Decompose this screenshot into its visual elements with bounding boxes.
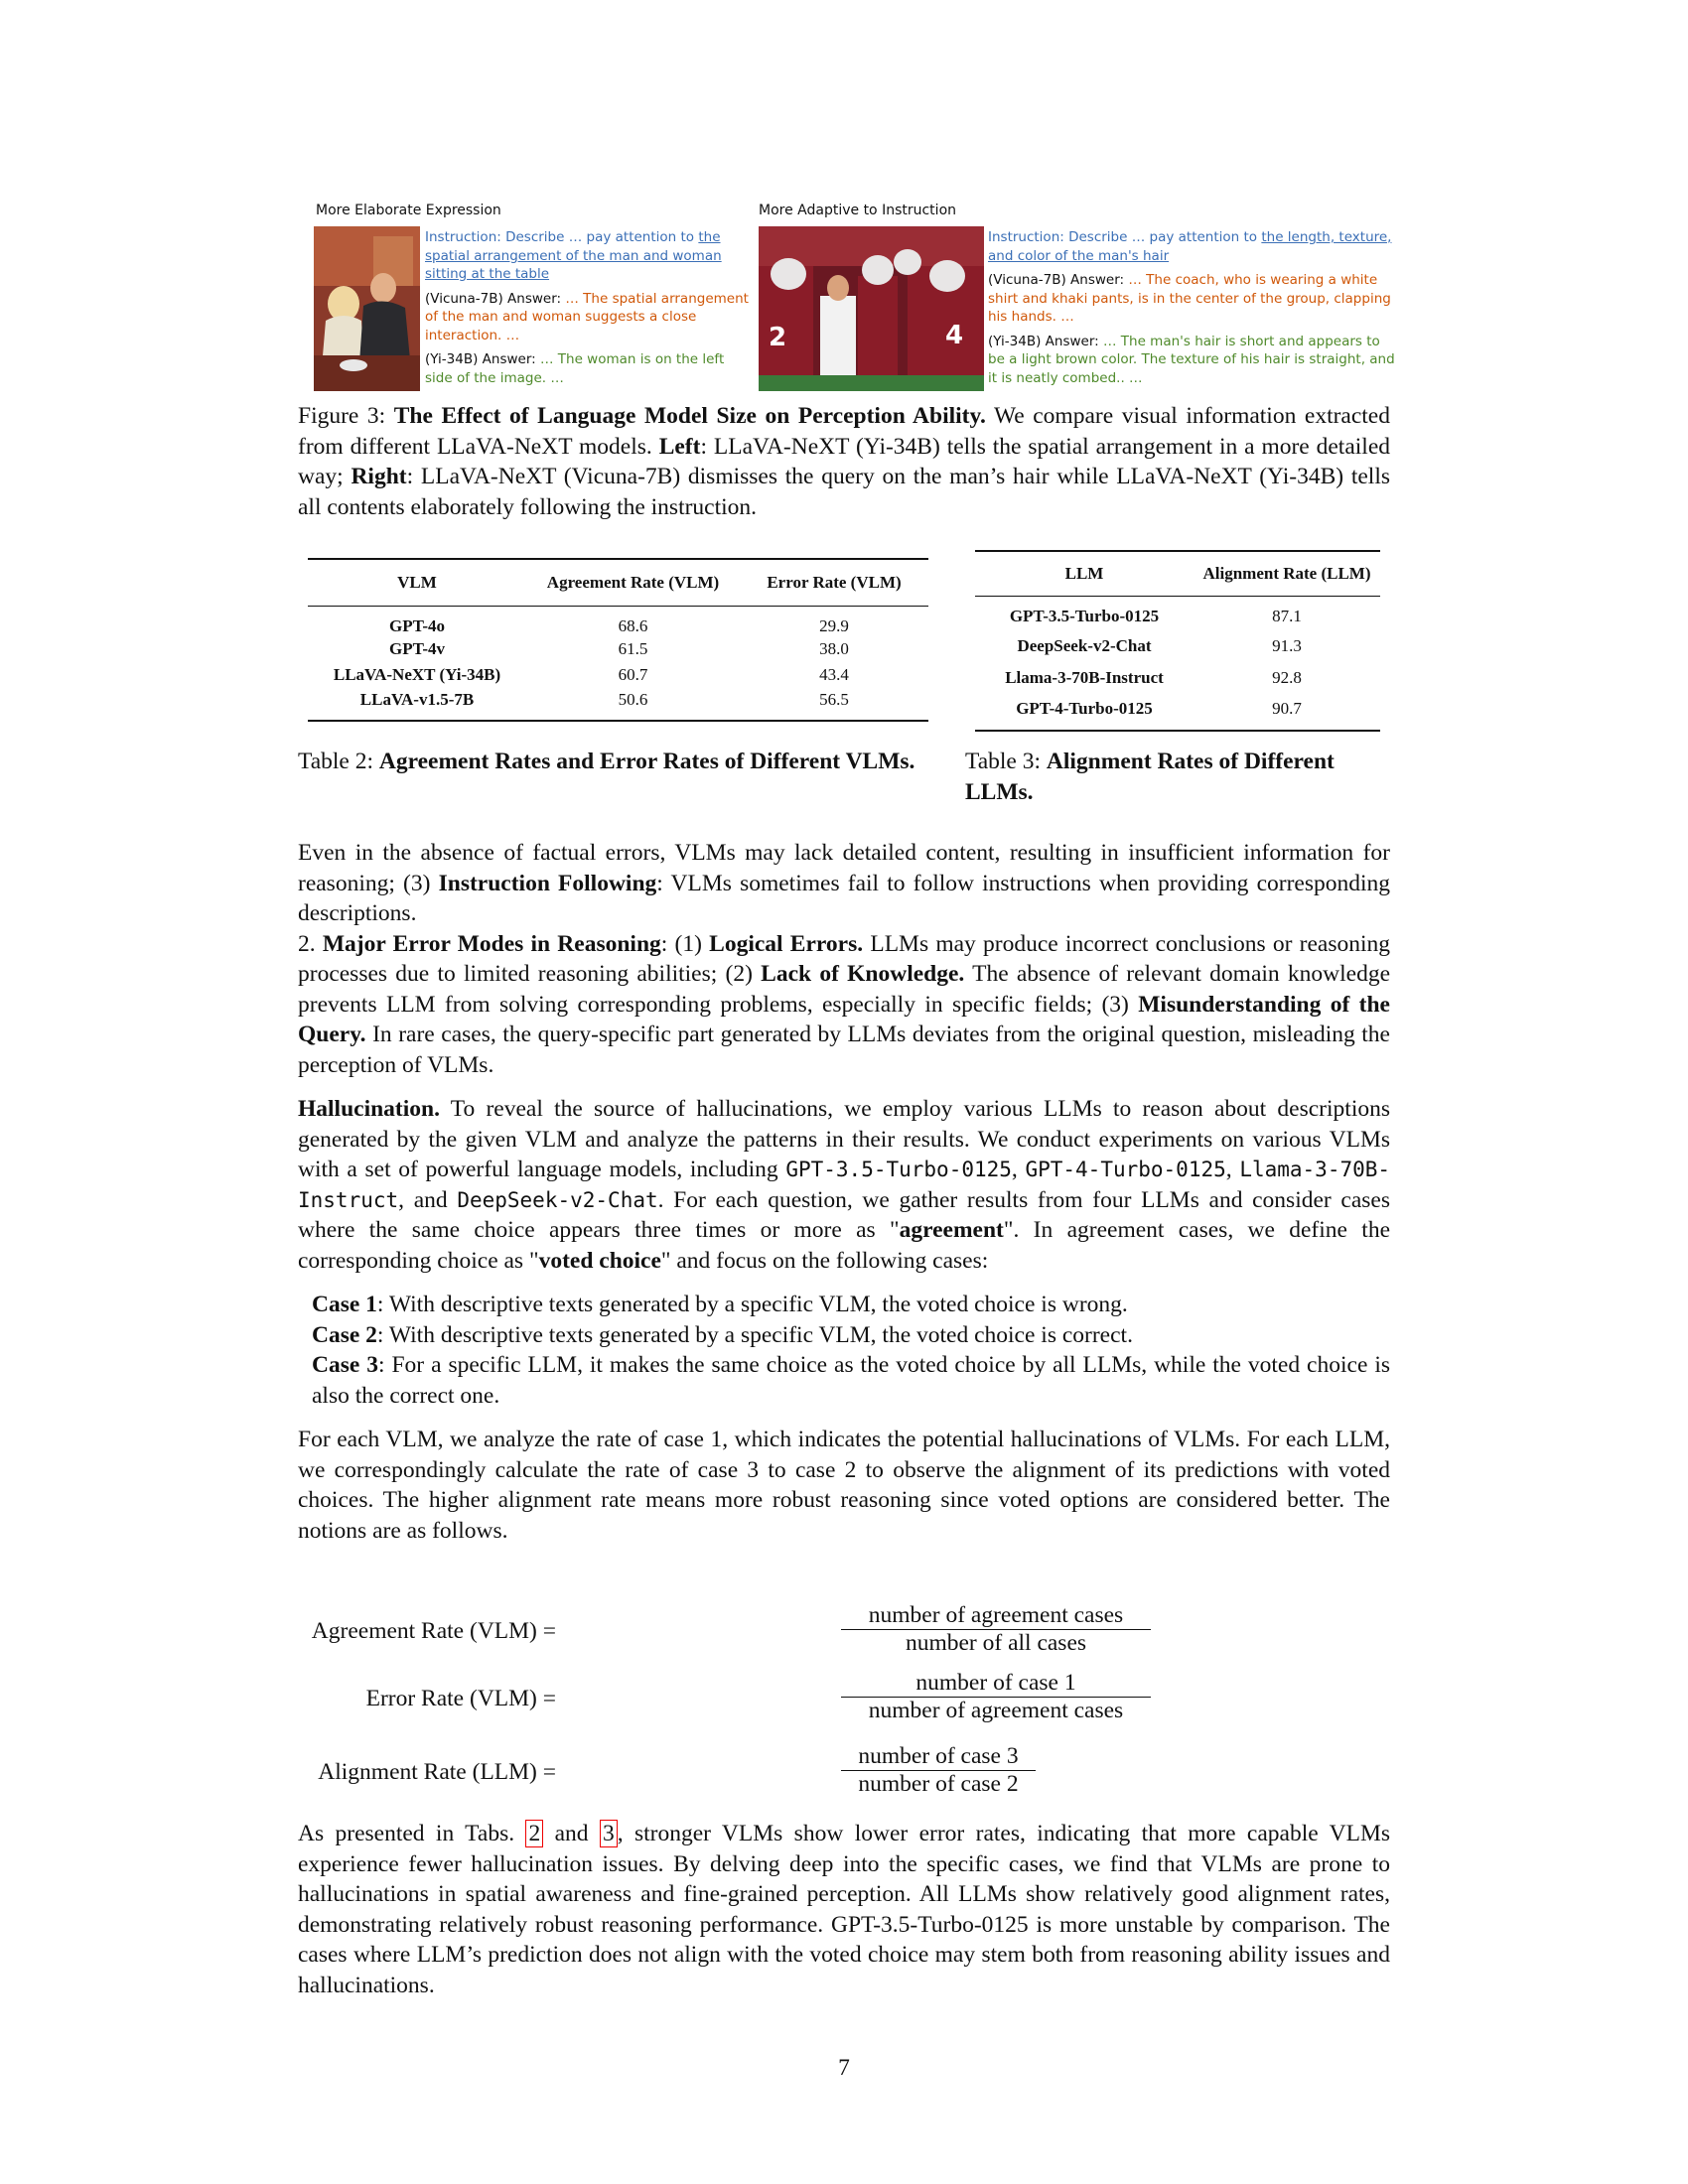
list-item xyxy=(312,1350,1390,1411)
text-span: , xyxy=(1011,1157,1026,1182)
eq3-numerator: number of case 3 xyxy=(858,1743,1019,1769)
case-label: Case 2 xyxy=(312,1321,377,1348)
eq3-lhs: Alignment Rate (LLM) = xyxy=(318,1759,556,1785)
table2-cell: 29.9 xyxy=(819,616,849,635)
table2-header-vlm: VLM xyxy=(397,573,437,592)
text-span: In rare cases, the query-specific part generated by LLMs deviates from the original question, misleading the perception of VLMs. xyxy=(298,1022,1390,1078)
list-item xyxy=(312,1320,1390,1351)
left-instruction-prefix: Instruction: Describe … pay attention to xyxy=(425,229,699,245)
figure-caption-title: The Effect of Language Model Size on Perception Ability. xyxy=(393,403,986,429)
figure-right-text xyxy=(988,228,1395,393)
svg-text:2: 2 xyxy=(769,323,787,352)
figure-caption-part-1: We compare visual information extracted from different LLaVA-NeXT models. xyxy=(298,403,1390,460)
text-span: : VLMs sometimes fail to follow instructions when providing corresponding descriptions. xyxy=(298,870,1391,926)
figure-caption-part-3: : LLaVA-NeXT (Vicuna-7B) dismisses the query on the man’s hair while LLaVA-NeXT (Yi-34B) tells all contents elaborately following the instruction. xyxy=(298,464,1390,520)
bold-term: Misunderstanding of the Query. xyxy=(298,991,1390,1047)
table2-cell: 50.6 xyxy=(618,690,648,709)
body-section-upper xyxy=(298,838,1390,1546)
table-row xyxy=(975,630,1380,662)
right-vicuna-answer: … The coach, who is wearing a white shirt and khaki pants, is in the center of the group, clapping his hands. … xyxy=(988,272,1391,325)
text-span: " and focus on the following cases: xyxy=(660,1247,989,1274)
text-span: , stronger VLMs show lower error rates, indicating that more capable VLMs experience fewer hallucination issues. By delving deep into the specific cases, we find that VLMs are prone to hallucinations in spatial awareness and fine-grained perception. All LLMs show relatively good alignment rates, demonstrating relatively robust reasoning performance. GPT-3.5-Turbo-0125 is more unstable by comparison. The cases where LLM’s prediction does not align with the voted choice may stem both from reasoning ability issues and hallucinations. xyxy=(298,1821,1390,1998)
section-heading: Hallucination. xyxy=(298,1096,440,1122)
text-span: As presented in Tabs. xyxy=(298,1821,526,1846)
eq1-fraction xyxy=(841,1602,1151,1657)
table2-caption-label: Table 2: xyxy=(298,749,379,774)
table3-cell: 92.8 xyxy=(1272,667,1302,687)
figure-right-title: More Adaptive to Instruction xyxy=(759,203,957,218)
figure-left-title: More Elaborate Expression xyxy=(316,203,501,218)
bold-term: agreement xyxy=(899,1217,1004,1243)
code-term: Llama-3-70B-Instruct xyxy=(298,1158,1391,1212)
code-term: GPT-4-Turbo-0125 xyxy=(1025,1158,1226,1181)
code-term: DeepSeek-v2-Chat xyxy=(457,1187,658,1212)
left-vicuna-label: (Vicuna-7B) Answer: xyxy=(425,290,566,307)
eq2-numerator: number of case 1 xyxy=(915,1670,1076,1696)
figure-caption-part-2: : LLaVA-NeXT (Yi-34B) tells the spatial arrangement in a more detailed way; xyxy=(298,433,1390,489)
figure-caption xyxy=(298,401,1390,522)
text-span: The absence of relevant domain knowledge prevents LLM from solving corresponding problems, especially in specific fields; (3) xyxy=(298,961,1391,1018)
bold-term: Major Error Modes in Reasoning xyxy=(322,930,661,957)
table3-header-llm: LLM xyxy=(1064,564,1104,583)
eq2-fraction xyxy=(841,1670,1151,1724)
table-row xyxy=(308,636,928,662)
eq3-denominator: number of case 2 xyxy=(841,1770,1036,1798)
table2-ref-link[interactable]: 2 xyxy=(525,1820,543,1847)
eq1-numerator: number of agreement cases xyxy=(868,1602,1124,1628)
table3-caption-label: Table 3: xyxy=(965,749,1047,774)
right-yi-label: (Yi-34B) Answer: xyxy=(988,333,1103,349)
table3-ref-link[interactable]: 3 xyxy=(600,1820,618,1847)
text-span: 2. xyxy=(298,930,323,957)
eq3-fraction xyxy=(841,1743,1036,1798)
left-vicuna-answer: … The spatial arrangement of the man and woman suggests a close interaction. … xyxy=(425,290,749,343)
table3-header-alignment: Alignment Rate (LLM) xyxy=(1202,564,1371,583)
table3-cell: 90.7 xyxy=(1272,698,1302,718)
figure-caption-left: Left xyxy=(658,433,701,460)
code-term: GPT-3.5-Turbo-0125 xyxy=(785,1158,1012,1181)
bold-term: Lack of Knowledge. xyxy=(761,961,965,987)
text-span: and xyxy=(543,1821,600,1846)
page-number: 7 xyxy=(838,2055,850,2081)
left-yi-label: (Yi-34B) Answer: xyxy=(425,351,540,367)
table3-caption xyxy=(965,747,1392,807)
right-yi-answer: … The man's hair is short and appears to be a light brown color. The texture of his hair is straight, and it is neatly combed.. … xyxy=(988,333,1395,386)
case-list xyxy=(298,1290,1390,1411)
svg-text:4: 4 xyxy=(945,321,964,350)
vintage-couple-photo xyxy=(314,226,420,391)
paragraph-hallucination xyxy=(298,1094,1390,1276)
table3-cell: 91.3 xyxy=(1272,635,1302,655)
table-row xyxy=(975,662,1380,694)
figure-left-text xyxy=(425,228,749,393)
table2-cell: LLaVA-NeXT (Yi-34B) xyxy=(333,665,501,684)
eq2-lhs: Error Rate (VLM) = xyxy=(365,1686,556,1711)
table2-cell: 43.4 xyxy=(819,665,849,684)
text-span: : For a specific LLM, it makes the same choice as the voted choice by all LLMs, while the voted choice is also the correct one. xyxy=(312,1352,1390,1409)
bold-term: Logical Errors. xyxy=(709,930,864,957)
table2-caption-title: Agreement Rates and Error Rates of Different VLMs. xyxy=(378,749,915,774)
case-label: Case 3 xyxy=(312,1352,378,1378)
text-span: . For each question, we gather results from four LLMs and consider cases where the same choice appears three times or more as " xyxy=(298,1186,1391,1243)
table2-cell: 68.6 xyxy=(618,616,648,635)
right-instruction-focus: the length, texture, and color of the man's hair xyxy=(988,229,1392,264)
right-instruction-prefix: Instruction: Describe … pay attention to xyxy=(988,229,1262,245)
table2-cell: GPT-4v xyxy=(388,639,446,658)
figure-caption-right: Right xyxy=(351,464,407,489)
left-instruction-focus: the spatial arrangement of the man and woman sitting at the table xyxy=(425,229,722,282)
text-span: Even in the absence of factual errors, VLMs may lack detailed content, resulting in insufficient information for reasoning; (3) xyxy=(298,840,1390,896)
table2-cell: 61.5 xyxy=(618,639,648,658)
bold-term: voted choice xyxy=(538,1247,661,1274)
eq1-denominator: number of all cases xyxy=(841,1629,1151,1657)
paragraph-rates: For each VLM, we analyze the rate of case 1, which indicates the potential hallucinations of VLMs. For each LLM, we correspondingly calculate the rate of case 3 to case 2 to observe the alignment of its predictions with voted choices. The higher alignment rate means more robust reasoning since voted options are considered better. The notions are as follows. xyxy=(298,1427,1390,1544)
right-vicuna-label: (Vicuna-7B) Answer: xyxy=(988,272,1129,288)
table2-cell: 60.7 xyxy=(618,665,648,684)
table2-cell: GPT-4o xyxy=(388,616,446,635)
paragraph-results xyxy=(298,1819,1390,2000)
table2-caption xyxy=(298,747,943,777)
table-row xyxy=(308,607,928,637)
table2-header-agreement: Agreement Rate (VLM) xyxy=(546,573,720,592)
table3-cell: Llama-3-70B-Instruct xyxy=(1005,667,1164,687)
left-yi-answer: … The woman is on the left side of the image. … xyxy=(425,351,725,386)
eq2-denominator: number of agreement cases xyxy=(841,1697,1151,1724)
text-span: : (1) xyxy=(660,930,710,957)
text-span: LLMs may produce incorrect conclusions or reasoning processes due to limited reasoning abilities; (2) xyxy=(298,930,1390,987)
case-label: Case 1 xyxy=(312,1292,377,1317)
text-span: : With descriptive texts generated by a specific VLM, the voted choice is correct. xyxy=(376,1321,1133,1348)
table3-caption-title: Alignment Rates of Different LLMs. xyxy=(965,749,1335,805)
table2-cell: LLaVA-v1.5-7B xyxy=(359,690,475,709)
list-item xyxy=(312,1290,1390,1320)
bold-term: Instruction Following xyxy=(438,870,657,896)
paragraph-error-modes xyxy=(298,929,1390,1081)
table3-cell: GPT-4-Turbo-0125 xyxy=(1016,698,1153,718)
table2-header-error: Error Rate (VLM) xyxy=(767,573,902,592)
text-span: ". In agreement cases, we define the corresponding choice as " xyxy=(298,1217,1390,1274)
figure-caption-label: Figure 3: xyxy=(298,403,394,429)
text-span: , xyxy=(1225,1157,1240,1182)
table3-cell: GPT-3.5-Turbo-0125 xyxy=(1009,606,1160,625)
text-span: To reveal the source of hallucinations, we employ various LLMs to reason about descriptions generated by the given VLM and analyze the patterns in their results. We conduct experiments on various VLMs with a set of powerful language models, including xyxy=(298,1096,1390,1182)
table3-cell: DeepSeek-v2-Chat xyxy=(1017,635,1152,655)
text-span: : With descriptive texts generated by a specific VLM, the voted choice is wrong. xyxy=(376,1292,1128,1317)
table-row xyxy=(975,694,1380,730)
table2-cell: 38.0 xyxy=(819,639,849,658)
table3-cell: 87.1 xyxy=(1272,606,1302,625)
paragraph-instruction-following xyxy=(298,838,1390,929)
football-team-photo xyxy=(759,226,984,391)
table-3 xyxy=(975,550,1380,732)
eq1-lhs: Agreement Rate (VLM) = xyxy=(311,1618,556,1644)
table2-cell: 56.5 xyxy=(819,690,849,709)
table-row xyxy=(975,597,1380,630)
table-2 xyxy=(308,558,928,722)
table-row xyxy=(308,688,928,720)
table-row xyxy=(308,662,928,688)
text-span: , and xyxy=(398,1186,458,1213)
